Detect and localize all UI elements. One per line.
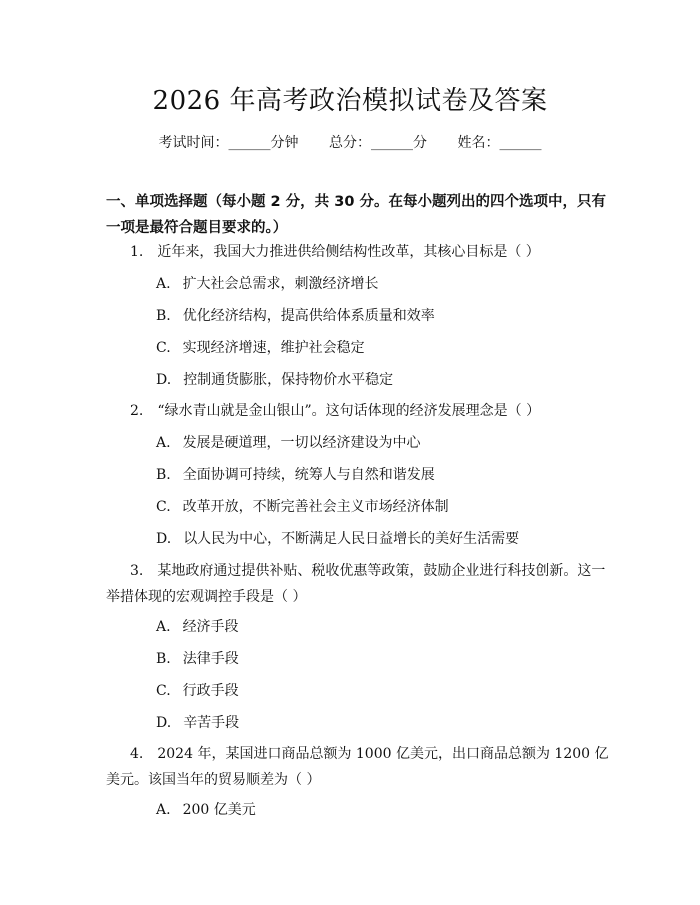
total-score-unit: 分 xyxy=(413,135,427,151)
student-name-label: 姓名： xyxy=(457,135,500,151)
total-score-blank: ______ xyxy=(371,135,413,151)
exam-time-field xyxy=(159,135,299,151)
option-letter: D. xyxy=(156,715,172,731)
question-number: 3. xyxy=(130,563,144,579)
option-text: 行政手段 xyxy=(182,683,239,699)
exam-time-unit: 分钟 xyxy=(270,135,299,151)
option-text: 扩大社会总需求，刺激经济增长 xyxy=(182,276,379,292)
total-score-field xyxy=(329,135,427,151)
student-name-blank: ______ xyxy=(499,135,542,151)
exam-info-line xyxy=(0,132,700,152)
exam-time-blank: ______ xyxy=(228,135,271,151)
option-text: 法律手段 xyxy=(182,651,239,667)
question-number: 1. xyxy=(130,244,144,260)
option-3b xyxy=(156,646,239,672)
question-1 xyxy=(130,239,610,265)
question-number: 4. xyxy=(130,746,144,762)
option-text: 实现经济增速，维护社会稳定 xyxy=(182,340,365,356)
exam-time-label: 考试时间： xyxy=(158,135,229,151)
question-3 xyxy=(106,558,610,610)
option-3c xyxy=(156,678,239,704)
option-text: 经济手段 xyxy=(182,619,239,635)
option-letter: D. xyxy=(156,372,172,388)
option-letter: A. xyxy=(156,276,171,292)
option-letter: B. xyxy=(156,308,171,324)
option-letter: C. xyxy=(156,340,171,356)
option-text: 控制通货膨胀，保持物价水平稳定 xyxy=(183,372,394,388)
option-2b xyxy=(156,462,435,488)
option-letter: B. xyxy=(156,467,171,483)
total-score-label: 总分： xyxy=(329,135,371,151)
option-text: 优化经济结构，提高供给体系质量和效率 xyxy=(182,308,435,324)
option-letter: C. xyxy=(156,499,171,515)
option-text: 改革开放，不断完善社会主义市场经济体制 xyxy=(182,499,449,515)
option-text: 以人民为中心，不断满足人民日益增长的美好生活需要 xyxy=(183,531,520,547)
option-letter: C. xyxy=(156,683,171,699)
option-2d xyxy=(156,526,519,552)
question-number: 2. xyxy=(130,403,144,419)
option-3a xyxy=(156,614,239,640)
option-2c xyxy=(156,494,449,520)
option-3d xyxy=(156,710,239,736)
option-1b xyxy=(156,303,435,329)
option-text: 全面协调可持续，统筹人与自然和谐发展 xyxy=(182,467,435,483)
question-text: 2024 年，某国进口商品总额为 1000 亿美元，出口商品总额为 1200 亿美元。该国当年的贸易顺差为（ ） xyxy=(106,746,609,788)
question-2 xyxy=(130,398,610,424)
option-text: 200 亿美元 xyxy=(182,802,256,818)
option-letter: B. xyxy=(156,651,171,667)
option-1d xyxy=(156,367,393,393)
option-letter: A. xyxy=(156,802,171,818)
option-text: 辛苦手段 xyxy=(183,715,240,731)
student-name-field xyxy=(457,135,541,151)
option-1c xyxy=(156,335,365,361)
question-text: 近年来，我国大力推进供给侧结构性改革，其核心目标是（ ） xyxy=(157,244,540,260)
question-4 xyxy=(106,741,610,793)
section-heading: 一、单项选择题（每小题 2 分，共 30 分。在每小题列出的四个选项中，只有一项是最符合题目要求的。） xyxy=(106,194,606,236)
option-letter: A. xyxy=(156,619,171,635)
option-4a xyxy=(156,797,256,823)
page-title: 2026 年高考政治模拟试卷及答案 xyxy=(152,86,548,116)
question-text: 某地政府通过提供补贴、税收优惠等政策，鼓励企业进行科技创新。这一举措体现的宏观调控手段是（ ） xyxy=(106,563,606,605)
option-2a xyxy=(156,430,421,456)
option-text: 发展是硬道理，一切以经济建设为中心 xyxy=(182,435,421,451)
option-letter: D. xyxy=(156,531,172,547)
option-1a xyxy=(156,271,379,297)
option-letter: A. xyxy=(156,435,171,451)
question-text: “绿水青山就是金山银山”。这句话体现的经济发展理念是（ ） xyxy=(157,403,541,419)
